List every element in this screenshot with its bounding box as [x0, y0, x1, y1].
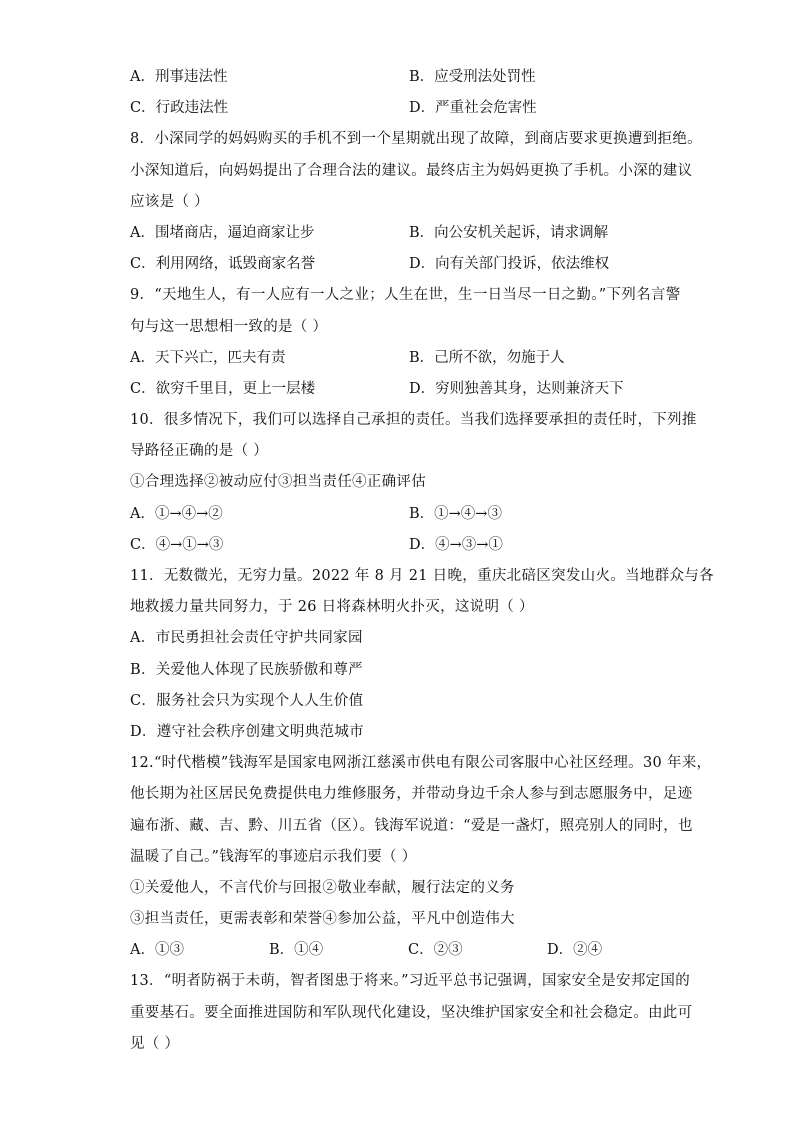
q8-stem-line: 8．小深同学的妈妈购买的手机不到一个星期就出现了故障，到商店要求更换遭到拒绝。	[130, 131, 702, 148]
q12-option-a[interactable]: A．①③	[130, 942, 184, 959]
q12-stem-line: 12.“时代楷模”钱海军是国家电网浙江慈溪市供电有限公司客服中心社区经理。30 年来，	[130, 755, 712, 772]
q12-stem-line: 他长期为社区居民免费提供电力维修服务，并带动身边千余人参与到志愿服务中，足迹	[130, 786, 693, 803]
q7-option-b[interactable]: B．应受刑法处罚性	[409, 69, 536, 85]
q10-option-d[interactable]: D．④→③→①	[409, 536, 503, 553]
q12-items-line: ③担当责任，更需表彰和荣誉④参加公益，平凡中创造伟大	[130, 911, 515, 928]
q11-option-d[interactable]: D．遵守社会秩序创建文明典范城市	[130, 723, 364, 740]
q12-stem-line: 温暖了自己。”钱海军的事迹启示我们要（ ）	[130, 848, 417, 865]
q8-option-d[interactable]: D．向有关部门投诉，依法维权	[409, 256, 610, 273]
q10-option-b[interactable]: B．①→④→③	[409, 505, 502, 522]
q10-options-row-2	[130, 530, 670, 561]
q9-options-row-2	[130, 374, 670, 405]
q7-option-d[interactable]: D．严重社会危害性	[409, 100, 537, 117]
q9-stem-line: 9．“天地生人，有一人应有一人之业；人生在世，生一日当尽一日之勤。”下列名言警	[130, 287, 681, 304]
q13-stem-line: 重要基石。要全面推进国防和军队现代化建设，坚决维护国家安全和社会稳定。由此可	[130, 1004, 693, 1021]
q7-options-row-1	[130, 62, 670, 93]
q8-options-row-1	[130, 218, 670, 249]
q9-options-row-1	[130, 343, 670, 374]
q13-stem-line: 13．“明者防祸于未萌，智者图患于将来。”习近平总书记强调，国家安全是安邦定国的	[130, 973, 691, 990]
q11-option-a[interactable]: A．市民勇担社会责任守护共同家园	[130, 630, 363, 647]
q8-option-b[interactable]: B．向公安机关起诉，请求调解	[409, 224, 609, 241]
q10-option-c[interactable]: C．④→①→③	[130, 536, 224, 553]
q8-option-a[interactable]: A．围堵商店，逼迫商家让步	[130, 224, 315, 241]
q9-option-a[interactable]: A．天下兴亡，匹夫有责	[130, 349, 286, 366]
q11-option-c[interactable]: C．服务社会只为实现个人人生价值	[130, 692, 364, 709]
q9-option-b[interactable]: B．己所不欲，勿施于人	[409, 349, 565, 366]
q12-options-row	[130, 935, 670, 966]
q12-option-c[interactable]: C．②③	[408, 942, 463, 959]
q8-stem-line: 应该是（ ）	[130, 193, 209, 210]
q9-option-c[interactable]: C．欲穷千里目，更上一层楼	[130, 380, 316, 397]
q10-option-a[interactable]: A．①→④→②	[130, 505, 223, 522]
q12-option-d[interactable]: D．②④	[547, 942, 603, 959]
q10-stem-line: 导路径正确的是（ ）	[130, 443, 269, 460]
q9-stem-line: 句与这一思想相一致的是（ ）	[130, 318, 328, 335]
q11-stem-line: 地救援力量共同努力，于 26 日将森林明火扑灭，这说明（ ）	[130, 599, 534, 616]
q13-stem-line: 见（ ）	[130, 1035, 180, 1052]
q12-stem-line: 遍布浙、藏、吉、黔、川五省（区）。钱海军说道：“爱是一盏灯，照亮别人的同时，也	[130, 817, 693, 834]
q11-stem-line: 11．无数微光，无穷力量。2022 年 8 月 21 日晚，重庆北碚区突发山火。当地群众与各	[130, 568, 714, 584]
q9-option-d[interactable]: D．穷则独善其身，达则兼济天下	[409, 380, 624, 397]
q10-items: ①合理选择②被动应付③担当责任④正确评估	[130, 474, 426, 491]
q7-option-a[interactable]: A．刑事违法性	[130, 69, 228, 85]
q12-option-b[interactable]: B．①④	[269, 942, 324, 959]
q8-option-c[interactable]: C．利用网络，诋毁商家名誉	[130, 256, 316, 273]
exam-content	[130, 62, 714, 1060]
q7-options-row-2	[130, 93, 670, 124]
q10-stem-line: 10．很多情况下，我们可以选择自己承担的责任。当我们选择要承担的责任时，下列推	[130, 412, 697, 429]
q8-options-row-2	[130, 249, 670, 280]
q8-stem-line: 小深知道后，向妈妈提出了合理合法的建议。最终店主为妈妈更换了手机。小深的建议	[130, 162, 693, 179]
q12-items-line: ①关爱他人，不言代价与回报②敬业奉献，履行法定的义务	[130, 879, 515, 896]
q11-option-b[interactable]: B．关爱他人体现了民族骄傲和尊严	[130, 661, 363, 678]
q10-options-row-1	[130, 499, 670, 530]
q7-option-c[interactable]: C．行政违法性	[130, 100, 229, 117]
